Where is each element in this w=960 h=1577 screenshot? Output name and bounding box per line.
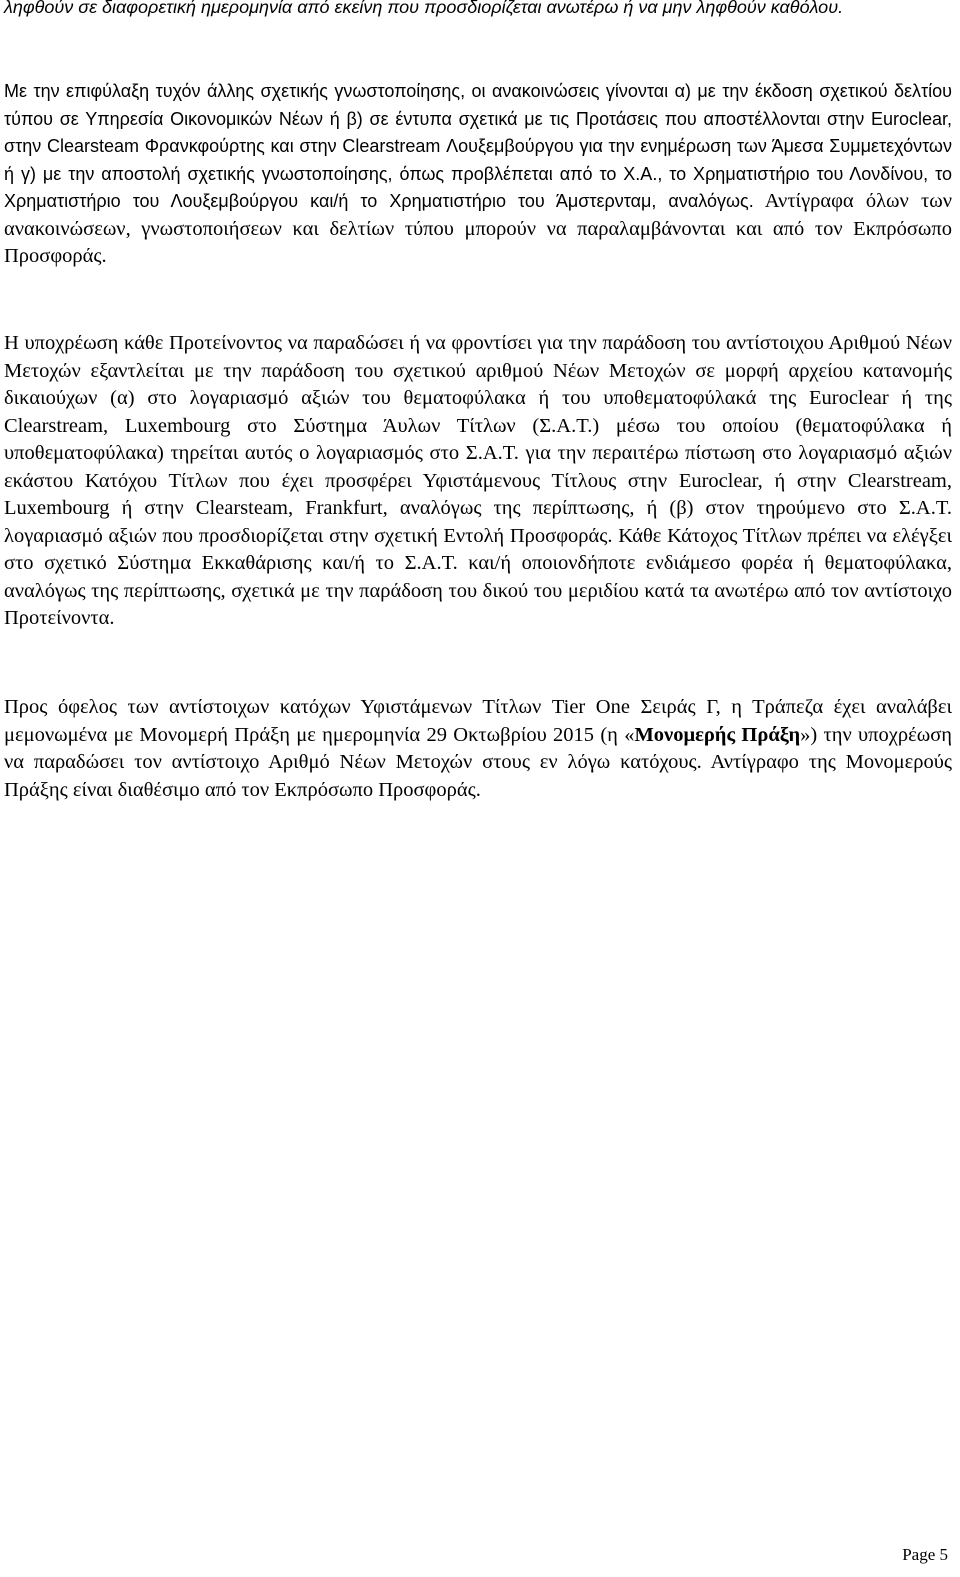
deed-text-after: ») την υποχρέωση να παραδώσει τον αντίστοιχο Αριθμό Νέων Μετοχών στους εν λόγω κατόχους. Αντίγραφο της Μονομερούς Πράξης είναι διαθέσιμο από τον Εκπρόσωπο Προσφοράς. bbox=[4, 723, 952, 801]
paragraph-continuation: ληφθούν σε διαφορετική ημερομηνία από εκείνη που προσδιορίζεται ανωτέρω ή να μην ληφθούν καθόλου. bbox=[4, 0, 844, 17]
paragraph-announcements bbox=[4, 78, 952, 271]
deed-text-before: Προς όφελος των αντίστοιχων κατόχων Υφιστάμενων Τίτλων Tier One Σειράς Γ, η Τράπεζα έχει αναλάβει μεμονωμένα με Μονομερή Πράξη με ημερομηνία 29 Οκτωβρίου 2015 (η « bbox=[4, 696, 952, 746]
paragraph-unilateral-deed bbox=[4, 694, 952, 804]
paragraph-announcements-serif: Αντίγραφα όλων των ανακοινώσεων, γνωστοποιήσεων και δελτίων τύπου μπορούν να παραλαμβάνονται και από τον Εκπρόσωπο Προσφοράς. bbox=[4, 190, 953, 267]
paragraph-announcements-sans: Με την επιφύλαξη τυχόν άλλης σχετικής γνωστοποίησης, οι ανακοινώσεις γίνονται α) με την έκδοση σχετικού δελτίου τύπου σε Υπηρεσία Οικονομικών Νέων ή β) σε έντυπα σχετικά με τις Προτάσεις που αποστέλλονται στην Euroclear, στην Clearsteam Φρανκφούρτης και στην Clearstream Λουξεμβούργου για την ενημέρωση των Άμεσα Συμμετεχόντων ή γ) με την αποστολή σχετικής γνωστοποίησης, όπως προβλέπεται από το Χ.Α., το Χρηματιστήριο του Λονδίνου, το Χρηματιστήριο του Λουξεμβούργου και/ή το Χρηματιστήριο του Άμστερνταμ, αναλόγως. bbox=[4, 81, 952, 211]
paragraph-delivery-obligation: Η υποχρέωση κάθε Προτείνοντος να παραδώσει ή να φροντίσει για την παράδοση του αντίστοιχου Αριθμού Νέων Μετοχών εξαντλείται με την παράδοση του σχετικού αριθμού Νέων Μετοχών σε μορφή αρχείου κατανομής δικαιούχων (α) στο λογαριασμό αξιών του θεματοφύλακα ή του υποθεματοφύλακά της Euroclear ή της Clearstream, Luxembourg στο Σύστημα Άυλων Τίτλων (Σ.Α.Τ.) μέσω του οποίου (θεματοφύλακα ή υποθεματοφύλακα) τηρείται αυτός ο λογαριασμός στο Σ.Α.Τ. για την περαιτέρω πίστωση στο λογαριασμό αξιών εκάστου Κατόχου Τίτλων που έχει προσφέρει Υφιστάμενους Τίτλους στην Euroclear, ή στην Clearstream, Luxembourg ή στην Clearsteam, Frankfurt, αναλόγως της περίπτωσης, ή (β) στον τηρούμενο στο Σ.Α.Τ. λογαριασμό αξιών που προσδιορίζεται στην σχετική Εντολή Προσφοράς. Κάθε Κάτοχος Τίτλων πρέπει να ελέγξει στο σχετικό Σύστημα Εκκαθάρισης και/ή το Σ.Α.Τ. και/ή οποιονδήποτε ενδιάμεσο φορέα ή θεματοφύλακα, αναλόγως της περίπτωσης, σχετικά με την παράδοση του δικού του μεριδίου κατά τα ανωτέρω από τον αντίστοιχο Προτείνοντα. bbox=[4, 332, 952, 629]
page-number: Page 5 bbox=[902, 1545, 948, 1564]
deed-defined-term: Μονομερής Πράξη bbox=[634, 723, 801, 746]
